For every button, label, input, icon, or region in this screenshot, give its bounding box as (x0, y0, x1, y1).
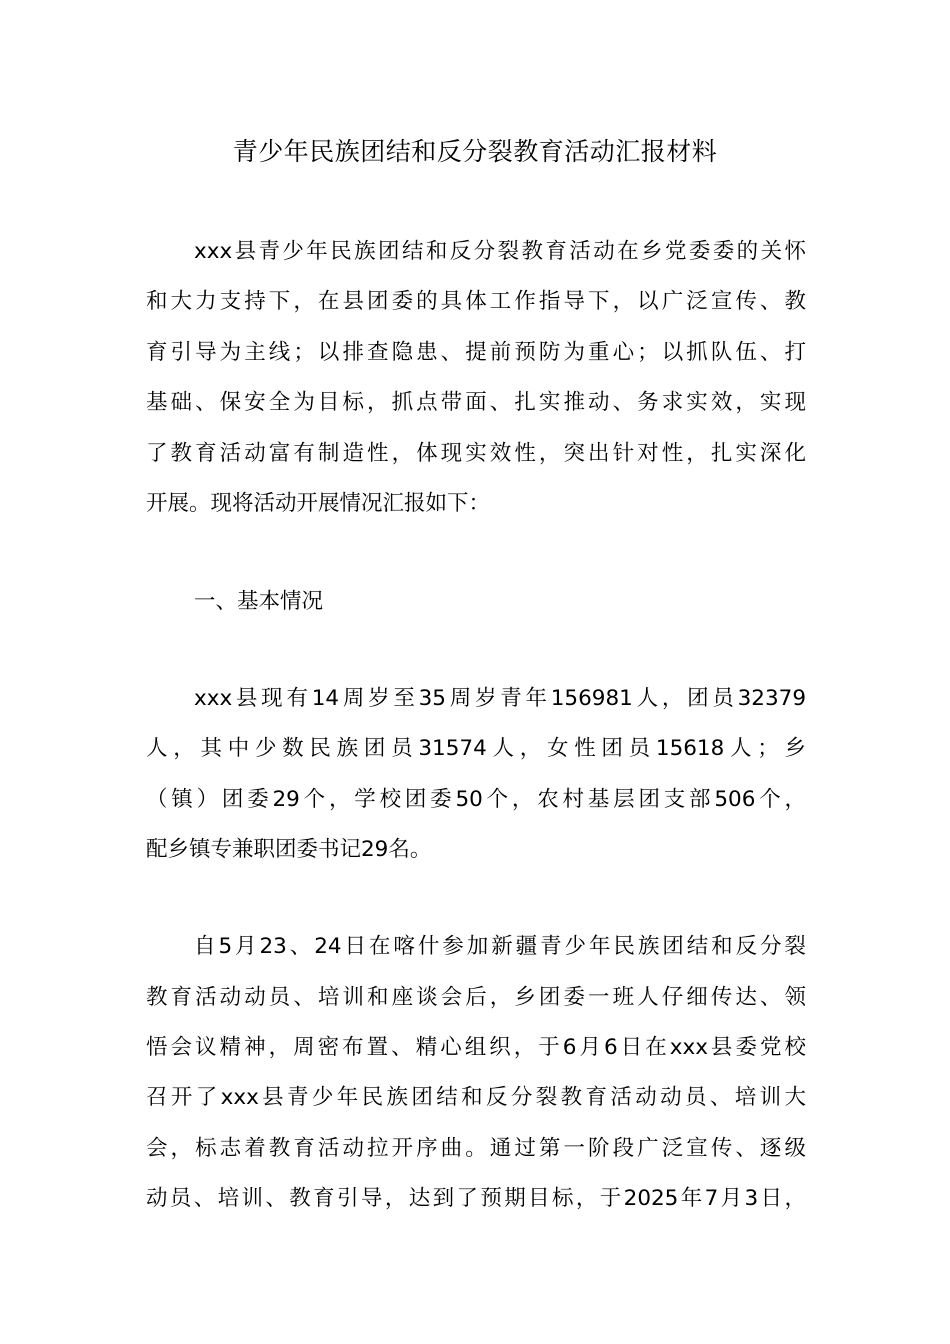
section-heading: 一、基本情况 (194, 589, 324, 614)
paragraph-line: 基础、保安全为目标，抓点带面、扎实推动、务求实效，实现 (146, 390, 806, 415)
paragraph-line: xxx县青少年民族团结和反分裂教育活动在乡党委委的关怀 (194, 239, 806, 264)
paragraph-line: 了教育活动富有制造性，体现实效性，突出针对性，扎实深化 (146, 441, 806, 466)
paragraph-line: 会，标志着教育活动拉开序曲。通过第一阶段广泛宣传、逐级 (146, 1136, 806, 1161)
paragraph-line: xxx县现有14周岁至35周岁青年156981人，团员32379 (194, 686, 806, 711)
paragraph-line: 动员、培训、教育引导，达到了预期目标，于2025年7月3日， (146, 1186, 806, 1211)
paragraph-line: 开展。现将活动开展情况汇报如下： (146, 491, 491, 516)
paragraph-line: 悟会议精神，周密布置、精心组织，于6月6日在xxx县委党校 (146, 1035, 806, 1060)
paragraph-line: 育引导为主线；以排查隐患、提前预防为重心；以抓队伍、打 (146, 340, 806, 365)
paragraph-line: 配乡镇专兼职团委书记29名。 (146, 837, 432, 862)
paragraph-line: （镇）团委29个，学校团委50个，农村基层团支部506个， (146, 787, 806, 812)
paragraph-line: 和大力支持下，在县团委的具体工作指导下，以广泛宣传、教 (146, 289, 806, 314)
paragraph-line: 教育活动动员、培训和座谈会后，乡团委一班人仔细传达、领 (146, 985, 806, 1010)
paragraph-line: 自5月23、24日在喀什参加新疆青少年民族团结和反分裂 (194, 934, 806, 959)
paragraph-line: 召开了xxx县青少年民族团结和反分裂教育活动动员、培训大 (146, 1085, 806, 1110)
paragraph-line: 人，其中少数民族团员31574人，女性团员15618人；乡 (146, 736, 806, 761)
document-title: 青少年民族团结和反分裂教育活动汇报材料 (232, 137, 718, 166)
